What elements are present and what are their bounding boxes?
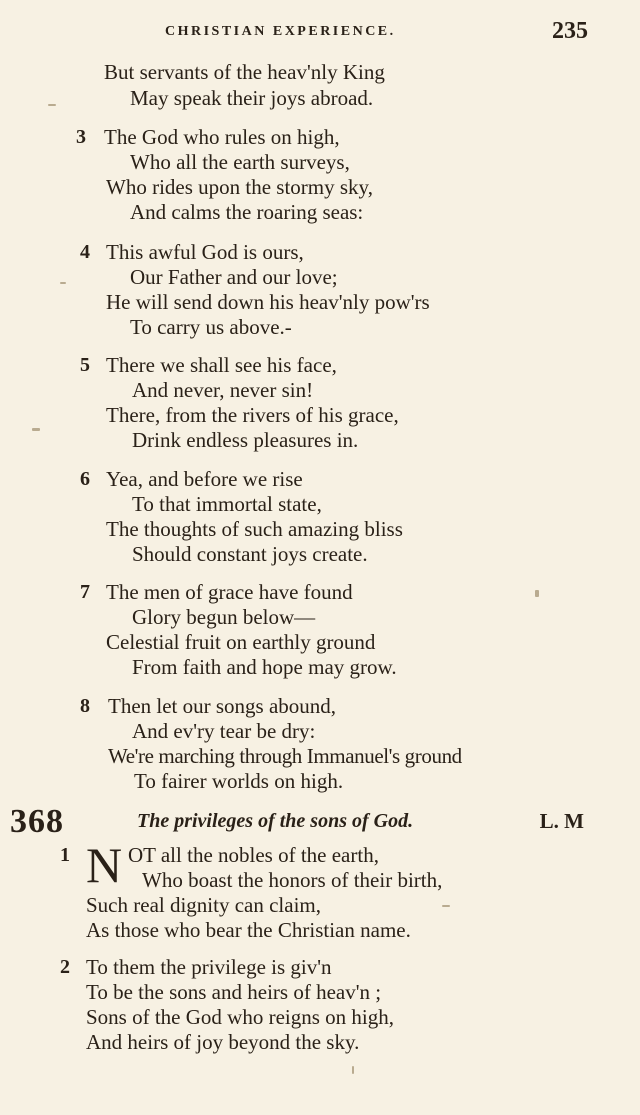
print-speck — [48, 104, 56, 106]
verse-line: There, from the rivers of his grace, — [106, 403, 399, 427]
verse-line: Who boast the honors of their birth, — [142, 868, 443, 892]
verse-line: Celestial fruit on earthly ground — [106, 630, 376, 654]
hymn-number: 368 — [10, 803, 64, 840]
verse-line: And never, never sin! — [132, 378, 314, 402]
verse-line: Should constant joys create. — [132, 542, 368, 566]
stanza-number: 6 — [80, 468, 90, 490]
stanza-number: 8 — [80, 695, 90, 717]
verse-line: May speak their joys abroad. — [130, 86, 374, 110]
verse-line: Drink endless pleasures in. — [132, 428, 359, 452]
verse-line: To carry us above.- — [130, 315, 292, 339]
print-speck — [352, 1066, 354, 1074]
print-speck — [32, 428, 40, 431]
stanza-number: 2 — [60, 956, 70, 978]
page-number: 235 — [552, 18, 588, 44]
verse-line: To them the privilege is giv'n — [86, 955, 332, 979]
verse-line: Yea, and before we rise — [106, 467, 303, 491]
print-speck — [442, 905, 450, 907]
running-head: CHRISTIAN EXPERIENCE. — [165, 24, 396, 39]
verse-line: From faith and hope may grow. — [132, 655, 397, 679]
verse-line: As those who bear the Christian name. — [86, 918, 411, 942]
verse-line: Sons of the God who reigns on high, — [86, 1005, 394, 1029]
stanza-number: 1 — [60, 844, 70, 866]
verse-line: There we shall see his face, — [106, 353, 337, 377]
verse-line: Our Father and our love; — [130, 265, 338, 289]
verse-line: To be the sons and heirs of heav'n ; — [86, 980, 382, 1004]
hymn-title: The privileges of the sons of God. — [137, 810, 414, 832]
verse-line: The thoughts of such amazing bliss — [106, 517, 403, 541]
verse-line: And heirs of joy beyond the sky. — [86, 1030, 360, 1054]
verse-line: To that immortal state, — [132, 492, 322, 516]
verse-line: But servants of the heav'nly King — [104, 60, 385, 84]
verse-line: Then let our songs abound, — [108, 694, 337, 718]
verse-line: And calms the roaring seas: — [130, 200, 364, 224]
stanza-number: 4 — [80, 241, 90, 263]
print-speck — [60, 282, 66, 284]
verse-line: Who all the earth surveys, — [130, 150, 350, 174]
stanza-number: 7 — [80, 581, 90, 603]
verse-line: We're marching through Immanuel's ground — [108, 744, 462, 768]
verse-line: To fairer worlds on high. — [134, 769, 344, 793]
verse-line: He will send down his heav'nly pow'rs — [106, 290, 430, 314]
hymn-meter: L. M — [539, 809, 584, 833]
drop-cap: N — [86, 837, 123, 893]
verse-line: And ev'ry tear be dry: — [132, 719, 316, 743]
stanza-number: 3 — [76, 126, 86, 148]
verse-line: OT all the nobles of the earth, — [128, 843, 379, 867]
print-speck — [535, 590, 539, 597]
verse-line: The God who rules on high, — [104, 125, 340, 149]
verse-line: Glory begun below— — [132, 605, 316, 629]
verse-line: This awful God is ours, — [106, 240, 304, 264]
verse-line: Such real dignity can claim, — [86, 893, 322, 917]
verse-line: The men of grace have found — [106, 580, 353, 604]
verse-line: Who rides upon the stormy sky, — [106, 175, 373, 199]
stanza-number: 5 — [80, 354, 90, 376]
